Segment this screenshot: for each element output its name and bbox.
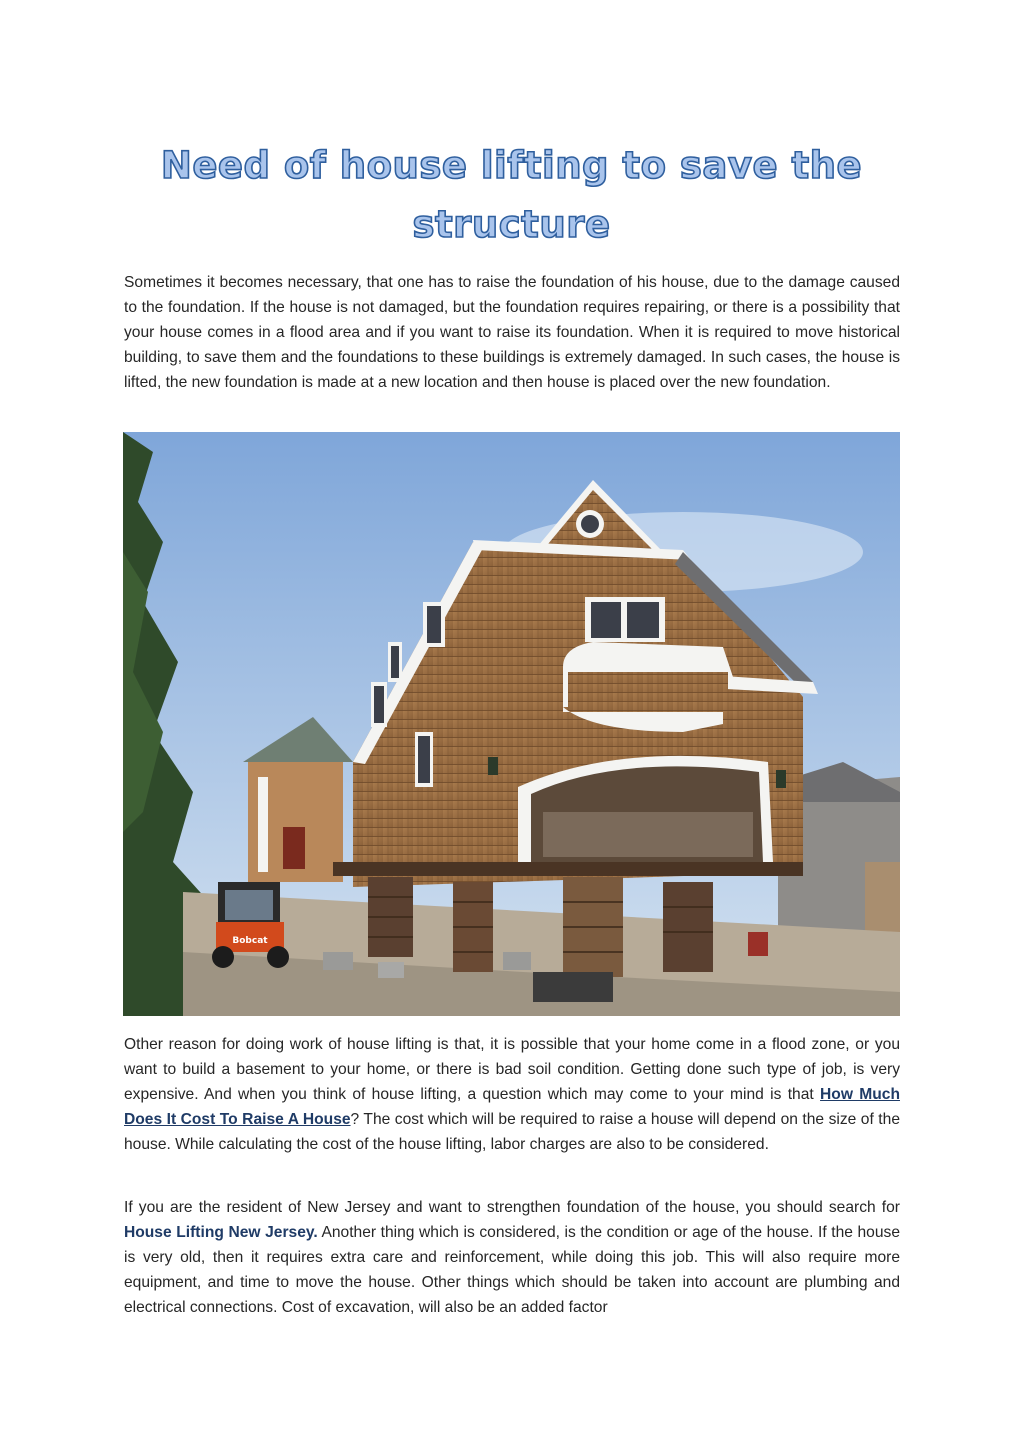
- cost-to-raise-house-link[interactable]: How Much Does It Cost To Raise A House: [124, 1086, 900, 1128]
- paragraph-cost: [124, 1032, 900, 1157]
- paragraph-nj-text-before: If you are the resident of New Jersey and want to strengthen foundation of the house, you should search for: [124, 1199, 900, 1216]
- paragraph-cost-text-before: Other reason for doing work of house lifting is that, it is possible that your home come in a flood zone, or you want to build a basement to your home, or there is bad soil condition. Getting done such type of job, is very expensive. And when you think of house lifting, a question which may come to your mind is that: [124, 1036, 900, 1103]
- paragraph-cost-text-after: ? The cost which will be required to raise a house will depend on the size of the house. While calculating the cost of the house lifting, labor charges are also to be considered.: [124, 1111, 900, 1153]
- document-title: Need of house lifting to save the structure: [160, 144, 863, 246]
- house-lifting-new-jersey-text: House Lifting New Jersey.: [124, 1224, 318, 1241]
- paragraph-intro: Sometimes it becomes necessary, that one has to raise the foundation of his house, due to the damage caused to the foundation. If the house is not damaged, but the foundation requires repairing, or there is a possibility that your house comes in a flood area and if you want to raise its foundation. When it is required to move historical building, to save them and the foundations to these buildings is extremely damaged. In such cases, the house is lifted, the new foundation is made at a new location and then house is placed over the new foundation.: [124, 274, 900, 391]
- paragraph-new-jersey: [124, 1195, 900, 1320]
- house-lifting-photo: [123, 432, 900, 1016]
- paragraph-nj-text-after: Another thing which is considered, is the condition or age of the house. If the house is very old, then it requires extra care and reinforcement, while doing this job. This will also require more equipment, and time to move the house. Other things which should be taken into account are plumbing and electrical connections. Cost of excavation, will also be an added factor: [124, 1224, 900, 1316]
- machine-label: Bobcat: [232, 936, 268, 946]
